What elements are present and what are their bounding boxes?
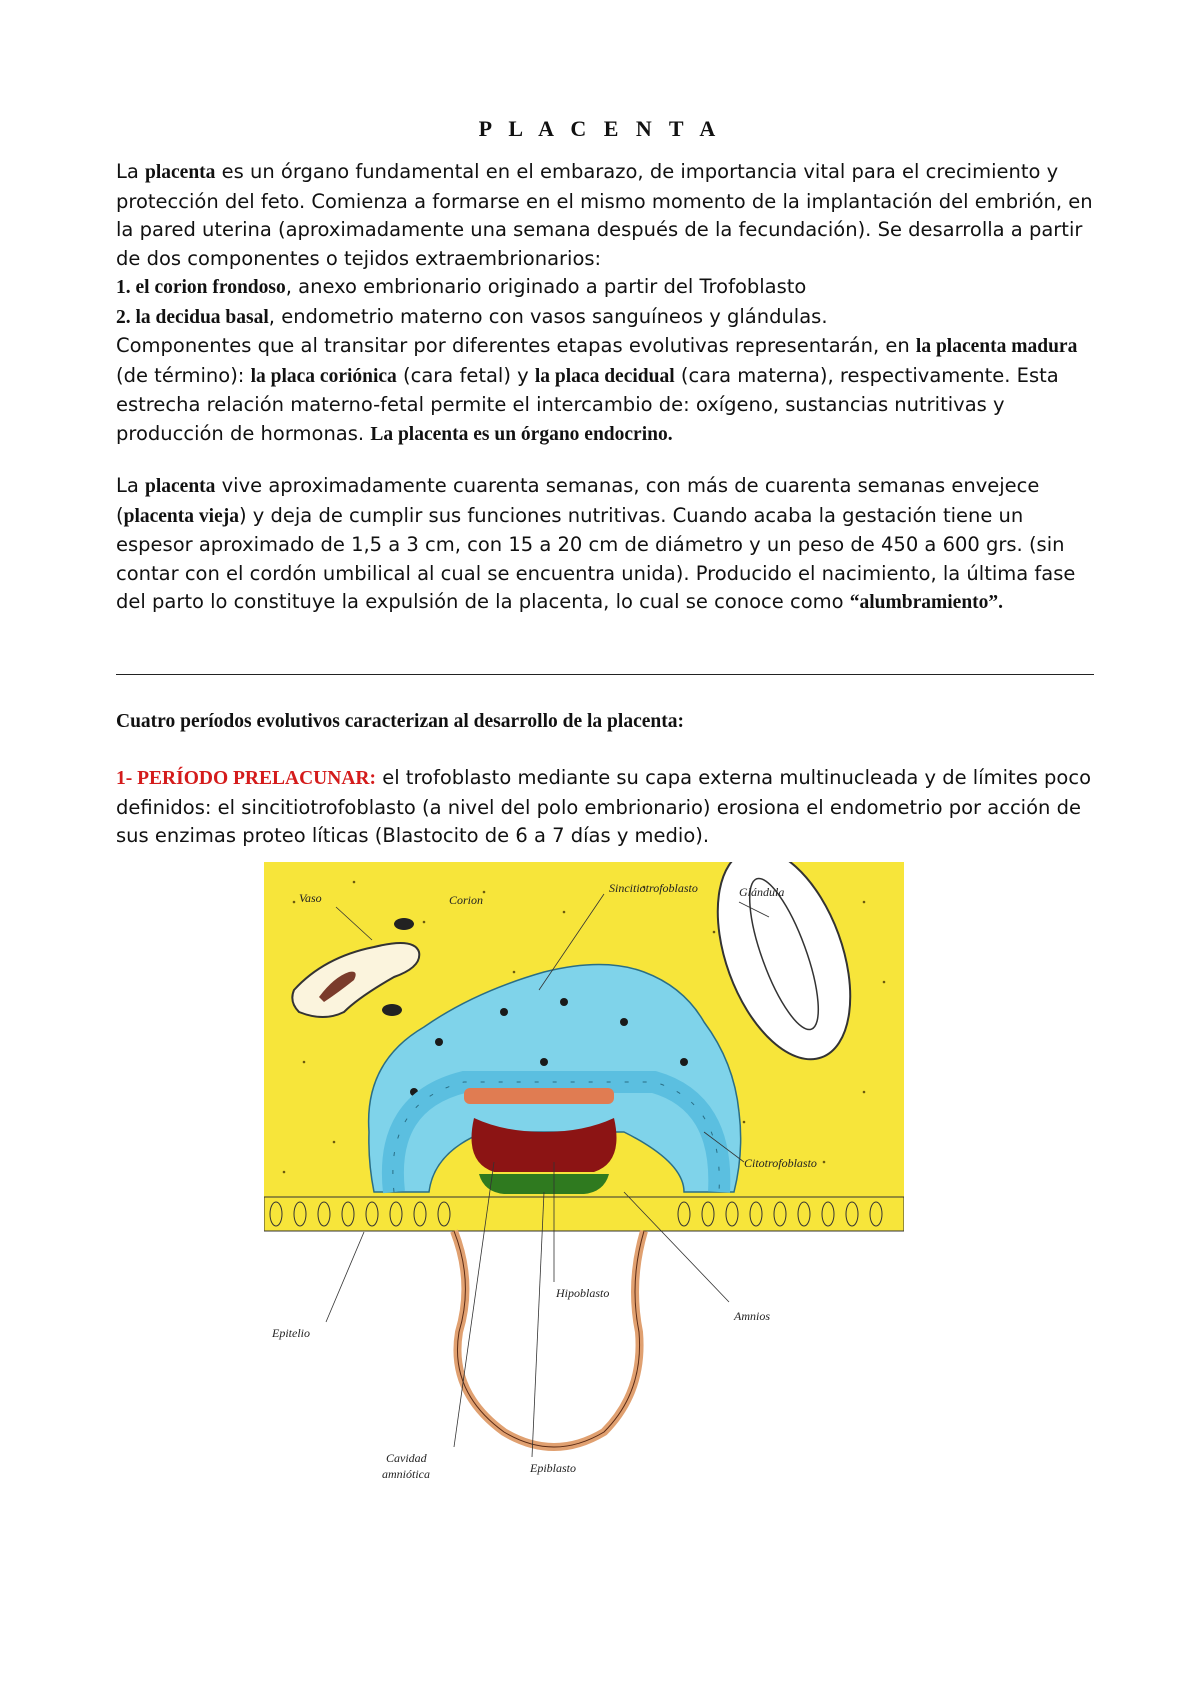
- prelacunar-diagram: [264, 862, 904, 1484]
- list-item-1: 1. el corion frondoso, anexo embrionario originado a partir del Trofoblasto: [116, 275, 807, 298]
- label-glandula: Glándula: [739, 885, 785, 899]
- section-heading: Cuatro períodos evolutivos caracterizan al desarrollo de la placenta:: [116, 711, 684, 732]
- hypoblast-layer: [464, 1088, 614, 1104]
- label-amnios: Amnios: [734, 1309, 770, 1323]
- green-layer: [479, 1174, 609, 1194]
- horizontal-rule: [116, 674, 1094, 675]
- list-item-2: 2. la decidua basal, endometrio materno con vasos sanguíneos y glándulas.: [116, 304, 828, 328]
- label-citotrofoblasto: Citotrofoblasto: [744, 1156, 817, 1170]
- label-cavidad: Cavidad: [386, 1451, 427, 1465]
- epithelium-band: [264, 1197, 904, 1231]
- label-epiblasto: Epiblasto: [530, 1461, 577, 1475]
- label-amniotica: amniótica: [382, 1467, 430, 1481]
- page-title: P L A C E N T A: [478, 116, 722, 141]
- label-epitelio: Epitelio: [272, 1326, 310, 1340]
- lifespan-text: La placenta vive aproximadamente cuarenta semanas, con más de cuarenta semanas envejece (placenta vieja) y deja de cumplir sus funciones nutritivas. Cuando acaba la gestación tiene un espesor aproximado de 1,5 a 3 cm, con 15 a 20 cm de diámetro y un peso de 450 a 600 grs. (sin contar con el cordón umbilical al cual se encuentra unida). Producido el nacimiento, la última fase del parto lo constituye la expulsión de la placenta, lo cual se conoce como “alumbramiento”.: [116, 474, 1076, 613]
- bold-term: placenta: [145, 162, 216, 183]
- vessel-nucleus: [394, 918, 414, 930]
- amnion-sac: [454, 1231, 644, 1447]
- label-sincitiotrofoblasto: Sincitiotrofoblasto: [609, 881, 698, 895]
- vessel-nucleus: [382, 1004, 402, 1016]
- intro-paragraph: [116, 158, 1096, 449]
- lifespan-paragraph: [116, 472, 1096, 618]
- label-vaso: Vaso: [299, 891, 322, 905]
- period-1-paragraph: 1- PERÍODO PRELACUNAR: el trofoblasto mediante su capa externa multinucleada y de límites poco definidos: el sincitiotrofoblasto (a nivel del polo embrionario) erosiona el endometrio por acción de sus enzimas proteo líticas (Blastocito de 6 a 7 días y medio).: [116, 766, 1092, 847]
- label-hipoblasto: Hipoblasto: [556, 1286, 610, 1300]
- label-corion: Corion: [449, 893, 484, 907]
- period-1-label: 1- PERÍODO PRELACUNAR:: [116, 768, 376, 789]
- intro-text: La placenta es un órgano fundamental en el embarazo, de importancia vital para el crecimiento y protección del feto. Comienza a formarse en el mismo momento de la implantación del embrión, en la pared uterina (aproximadamente una semana después de la fecundación). Se desarrolla a partir de dos componentes o tejidos extraembrionarios:: [116, 160, 1093, 270]
- components-text: Componentes que al transitar por diferentes etapas evolutivas representarán, en la placenta madura (de término): la placa coriónica (cara fetal) y la placa decidual (cara materna), respectivamente. Esta estrecha relación materno-fetal permite el intercambio de: oxígeno, sustancias nutritivas y producción de hormonas. La placenta es un órgano endocrino.: [116, 334, 1078, 445]
